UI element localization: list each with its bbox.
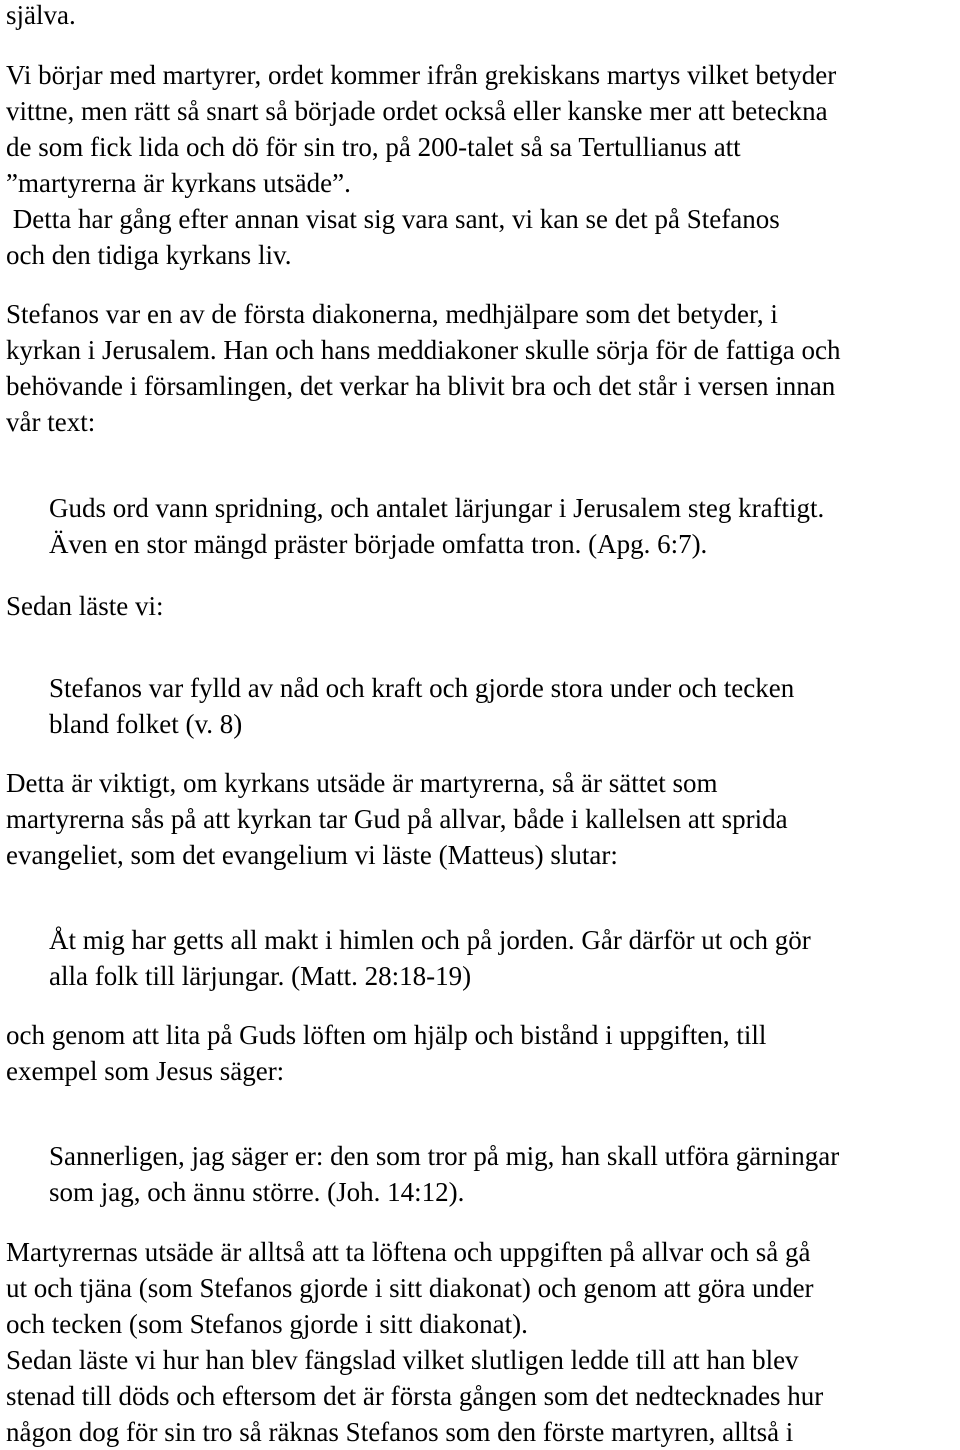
paragraph-genom bbox=[6, 1017, 766, 1089]
paragraph-martyrer bbox=[6, 57, 836, 273]
text-line: som jag, och ännu större. (Joh. 14:12). bbox=[49, 1177, 465, 1207]
paragraph-detta bbox=[6, 765, 788, 873]
block-quote bbox=[6, 490, 824, 562]
paragraph-martyrernas bbox=[6, 1234, 823, 1450]
text-line: stenad till döds och eftersom det är första gången som det nedtecknades hur bbox=[6, 1381, 824, 1411]
text-line: någon dog för sin tro så räknas Stefanos som den förste martyren, alltså i bbox=[6, 1417, 794, 1447]
text-line: behövande i församlingen, det verkar ha blivit bra och det står i versen innan bbox=[6, 371, 836, 401]
text-line: Martyrernas utsäde är alltså att ta löftena och uppgiften på allvar och så gå bbox=[6, 1237, 811, 1267]
block-quote bbox=[6, 922, 811, 994]
text-line: Stefanos var en av de första diakonerna, medhjälpare som det betyder, i bbox=[6, 299, 778, 329]
text-line: vår text: bbox=[6, 407, 96, 437]
text-line: evangeliet, som det evangelium vi läste (Matteus) slutar: bbox=[6, 840, 618, 870]
text-line: exempel som Jesus säger: bbox=[6, 1056, 285, 1086]
text-line: och genom att lita på Guds löften om hjälp och bistånd i uppgiften, till bbox=[6, 1020, 767, 1050]
text-line: de som fick lida och dö för sin tro, på 200-talet så sa Tertullianus att bbox=[6, 132, 741, 162]
text-line: Även en stor mängd präster började omfatta tron. (Apg. 6:7). bbox=[49, 529, 708, 559]
text-line: ut och tjäna (som Stefanos gjorde i sitt diakonat) och genom att göra under bbox=[6, 1273, 814, 1303]
text-line: Vi börjar med martyrer, ordet kommer ifrån grekiskans martys vilket betyder bbox=[6, 60, 837, 90]
text-line: Sedan läste vi hur han blev fängslad vilket slutligen ledde till att han blev bbox=[6, 1345, 799, 1375]
text-line: och den tidiga kyrkans liv. bbox=[6, 240, 292, 270]
text-line: martyrerna sås på att kyrkan tar Gud på allvar, både i kallelsen att sprida bbox=[6, 804, 788, 834]
text-line: Åt mig har getts all makt i himlen och på jorden. Går därför ut och gör bbox=[49, 925, 811, 955]
text-line: bland folket (v. 8) bbox=[49, 709, 243, 739]
text-line: Detta är viktigt, om kyrkans utsäde är martyrerna, så är sättet som bbox=[6, 768, 718, 798]
text-line: själva. bbox=[6, 0, 76, 30]
text-line: ”martyrerna är kyrkans utsäde”. bbox=[6, 168, 351, 198]
block-quote bbox=[6, 1138, 839, 1210]
text-line: vittne, men rätt så snart så började ordet också eller kanske mer att beteckna bbox=[6, 96, 828, 126]
text-line: Guds ord vann spridning, och antalet lärjungar i Jerusalem steg kraftigt. bbox=[49, 493, 825, 523]
text-line: kyrkan i Jerusalem. Han och hans meddiakoner skulle sörja för de fattiga och bbox=[6, 335, 841, 365]
text-line: och tecken (som Stefanos gjorde i sitt diakonat). bbox=[6, 1309, 528, 1339]
text-line: Sannerligen, jag säger er: den som tror på mig, han skall utföra gärningar bbox=[49, 1141, 840, 1171]
paragraph-stefanos bbox=[6, 296, 840, 440]
text-line: alla folk till lärjungar. (Matt. 28:18-19) bbox=[49, 961, 472, 991]
text-line: Sedan läste vi: bbox=[6, 591, 164, 621]
text-line: Detta har gång efter annan visat sig vara sant, vi kan se det på Stefanos bbox=[6, 204, 780, 234]
block-quote bbox=[6, 670, 794, 742]
text-line: Stefanos var fylld av nåd och kraft och gjorde stora under och tecken bbox=[49, 673, 795, 703]
